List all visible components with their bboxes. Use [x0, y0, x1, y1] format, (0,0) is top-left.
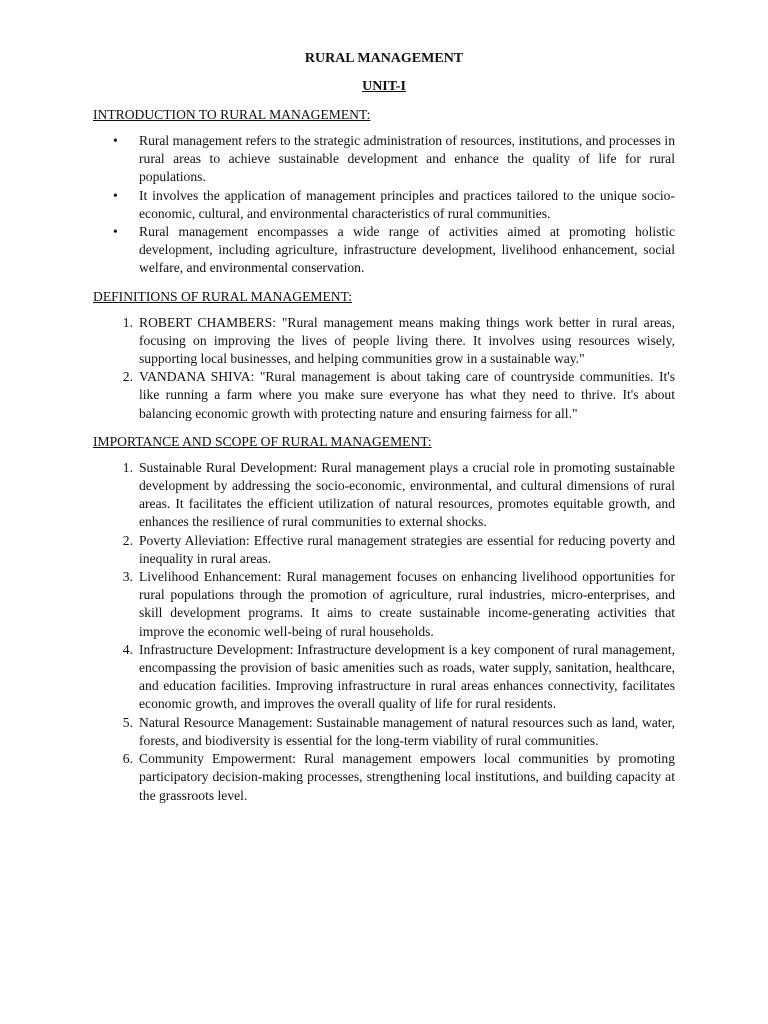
- list-item: [93, 714, 675, 750]
- list-number: 3.: [122, 569, 133, 585]
- bullet-icon: •: [113, 224, 118, 240]
- importance-scope-list: [93, 459, 675, 805]
- list-item-text: ROBERT CHAMBERS: "Rural management means making things work better in rural areas, focusing on improving the lives of people living there. It involves using resources wisely, supporting local businesses, and helping communities grow in a sustainable way.": [139, 314, 675, 367]
- list-item-text: Rural management encompasses a wide range of activities aimed at promoting holistic development, including agriculture, infrastructure development, livelihood enhancement, social welfare, and environmental conservation.: [139, 224, 675, 276]
- list-item-text: Community Empowerment: Rural management empowers local communities by promoting participatory decision-making processes, strengthening local institutions, and building capacity at the grassroots level.: [139, 751, 675, 803]
- list-item-text: Poverty Alleviation: Effective rural management strategies are essential for reducing poverty and inequality in rural areas.: [139, 532, 675, 566]
- list-item: [93, 568, 675, 641]
- list-item-text: Infrastructure Development: Infrastructure development is a key component of rural management, encompassing the provision of basic amenities such as roads, water supply, sanitation, healthcare, and education facilities. Improving infrastructure in rural areas enhances connectivity, facilitates economic growth, and improves the overall quality of life for rural residents.: [139, 641, 675, 712]
- document-title: RURAL MANAGEMENT: [304, 51, 464, 66]
- definitions-list: [93, 314, 675, 423]
- list-item: [93, 532, 675, 568]
- list-item-text: Rural management refers to the strategic administration of resources, institutions, and processes in rural areas to achieve sustainable development and enhance the quality of life for rural populations.: [139, 133, 675, 185]
- section-heading-introduction: INTRODUCTION TO RURAL MANAGEMENT:: [93, 107, 371, 122]
- list-item: [93, 314, 675, 369]
- section-heading-definitions: DEFINITIONS OF RURAL MANAGEMENT:: [93, 288, 352, 304]
- list-item-text: VANDANA SHIVA: "Rural management is about taking care of countryside communities. It's like running a farm where you make sure everyone has what they need to thrive. It's about balancing economic growth with protecting nature and ensuring fairness for all.": [139, 369, 675, 421]
- list-item: [93, 459, 675, 532]
- bullet-icon: •: [113, 133, 118, 148]
- introduction-list: [93, 132, 675, 278]
- list-number: 1.: [122, 314, 133, 330]
- list-item: [93, 187, 675, 223]
- list-number: 4.: [122, 641, 133, 657]
- list-item: [93, 368, 675, 423]
- list-number: 2.: [122, 532, 133, 548]
- list-item-text: Natural Resource Management: Sustainable management of natural resources such as land, water, forests, and biodiversity is essential for the long-term viability of rural communities.: [139, 714, 675, 748]
- list-item: [93, 750, 675, 805]
- list-number: 6.: [122, 751, 133, 767]
- list-item-text: Livelihood Enhancement: Rural management focuses on enhancing livelihood opportunities for rural populations through the promotion of agriculture, rural industries, micro-enterprises, and skill development programs. It aims to create sustainable income-generating activities that improve the economic well-being of rural households.: [139, 569, 675, 639]
- list-number: 1.: [122, 459, 133, 475]
- list-item: [93, 223, 675, 278]
- list-number: 2.: [122, 369, 133, 385]
- list-item: [93, 132, 675, 187]
- bullet-icon: •: [113, 187, 118, 203]
- list-item-text: It involves the application of management principles and practices tailored to the unique socio-economic, cultural, and environmental characteristics of rural communities.: [139, 187, 675, 221]
- list-number: 5.: [122, 714, 133, 730]
- document-page: [93, 46, 675, 805]
- unit-heading: UNIT-I: [362, 79, 406, 94]
- section-heading-importance-scope: IMPORTANCE AND SCOPE OF RURAL MANAGEMENT:: [93, 433, 432, 449]
- list-item-text: Sustainable Rural Development: Rural management plays a crucial role in promoting sustainable development by addressing the socio-economic, environmental, and cultural dimensions of rural areas. It facilitates the efficient utilization of natural resources, promotes equitable growth, and enhances the resilience of rural communities to external shocks.: [139, 459, 675, 530]
- list-item: [93, 641, 675, 714]
